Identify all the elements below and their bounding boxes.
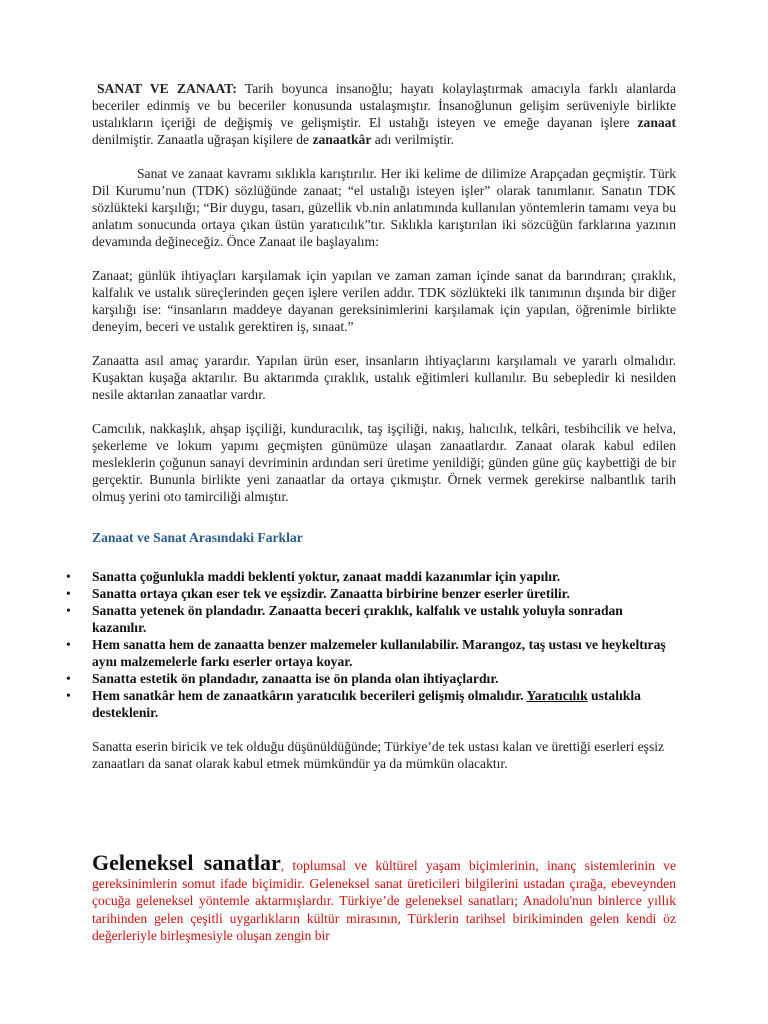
list-item [66,636,676,670]
list-item-text: Sanatta çoğunlukla maddi beklenti yoktur, zanaat maddi kazanımlar için yapılır. [92,569,561,584]
bullet-marker: • [66,569,71,584]
intro-lead: SANAT VE ZANAAT: [97,81,237,96]
bullet-marker: • [66,637,71,652]
list-item [66,687,676,721]
bullet-marker: • [66,671,71,686]
differences-list [66,568,676,721]
paragraph-definitions: Sanat ve zanaat kavramı sıklıkla karıştırılır. Her iki kelime de dilimize Arapçadan geçmiştir. Türk Dil Kurumu’nun (TDK) sözlüğünde zanaat; “el ustalığı isteyen işler” olarak tanımlanır. Sanatın TDK sözlükteki karşılığı; “Bir duygu, tasarı, güzellik vb.nin anlatımında kullanılan yöntemlerin tamamı veya bu anlatım sonucunda ortaya çıkan üstün yaratıcılık”tır. Sıklıkla karıştırılan iki sözcüğün farklarına yazının devamında değineceğiz. Önce Zanaat ile başlayalım: [92,166,676,249]
intro-text-3: adı verilmiştir. [371,132,455,147]
paragraph-conclusion: Sanatta eserin biricik ve tek olduğu düşünüldüğünde; Türkiye’de tek ustası kalan ve ürettiği eserleri eşsiz zanaatları da sanat olarak kabul etmek mümkündür ya da mümkün olacaktır. [92,739,665,771]
paragraph-zanaat: Zanaat; günlük ihtiyaçları karşılamak için yapılan ve zaman zaman içinde sanat da barındıran; çıraklık, kalfalık ve ustalık süreçlerinden geçen işlere verilen addır. TDK sözlükteki ilk tanımının dışında bir diğer karşılığı ise: “insanların maddeye dayanan gereksinimlerini karşılamak için yapılan, öğrenimle birlikte deneyim, beceri ve ustalık gerektiren iş, sınaat.” [92,268,676,334]
list-item [66,602,676,636]
section-heading: Zanaat ve Sanat Arasındaki Farklar [92,530,303,545]
term-zanaatkar: zanaatkâr [312,132,372,147]
paragraph-purpose: Zanaatta asıl amaç yarardır. Yapılan ürün eser, insanların ihtiyaçlarını karşılamalı ve yararlı olmalıdır. Kuşaktan kuşağa aktarılır. Bu aktarımda çıraklık, ustalık eğitimleri kullanılır. Bu sebepledir ki nesilden nesile aktarılan zanaatlar vardır. [92,353,676,402]
paragraph-traditional-arts [92,852,676,945]
list-item [66,568,676,585]
bullet-marker: • [66,586,71,601]
traditional-arts-title: Geleneksel sanatlar [92,850,281,875]
intro-text-2: denilmiştir. Zanaatla uğraşan kişilere de [92,132,313,147]
list-item [66,585,676,602]
list-item [66,670,676,687]
underlined-word: Yaratıcılık [526,688,588,703]
list-item-text-end: ustalıkla desteklenir. [92,688,641,720]
list-item-text: Hem sanatta hem de zanaatta benzer malzemeler kullanılabilir. Marangoz, taş ustası ve heykeltıraş aynı malzemelerle farkı eserler ortaya koyar. [92,637,666,669]
paragraph-intro [92,80,676,148]
traditional-arts-text: , toplumsal ve kültürel yaşam biçimlerinin, inanç sistemlerinin ve gereksinimlerin somut ifade biçimidir. Geleneksel sanat üreticileri bilgilerini ustadan çırağa, ebeveynden çocuğa geleneksel yöntemle aktarmışlardır. Türkiye’de geleneksel sanatları; Anadolu'nun binlerce yıllık tarihinden gelen çeşitli uygarlıkların kültür mirasının, Türklerin tarihsel birikiminden gelen kendi öz değerleriyle birleşmesiyle oluşan zengin bir [92,858,676,943]
term-zanaat: zanaat [637,115,676,130]
paragraph-examples: Camcılık, nakkaşlık, ahşap işçiliği, kunduracılık, taş işçiliği, nakış, halıcılık, telkâri, tesbihcilik ve helva, şekerleme ve lokum yapımı geçmişten günümüze ulaşan zanaatlardır. Zanaat olarak kabul edilen mesleklerin çoğunun sanayi devriminin ardından seri üretime yenildiği; günden güne güç kaybettiği de bir gerçektir. Bununla birlikte yeni zanaatlar da ortaya çıkmıştır. Örnek vermek gerekirse nalbantlık tarih olmuş yerini oto tamirciliği almıştır. [92,421,676,504]
list-item-text: Sanatta ortaya çıkan eser tek ve eşsizdir. Zanaatta birbirine benzer eserler üretilir. [92,586,570,601]
document-body [66,80,676,945]
list-item-text: Sanatta yetenek ön plandadır. Zanaatta beceri çıraklık, kalfalık ve ustalık yoluyla sonradan kazanılır. [92,603,623,635]
list-item-text: Sanatta estetik ön plandadır, zanaatta ise ön planda olan ihtiyaçlardır. [92,671,499,686]
intro-text-1: Tarih boyunca insanoğlu; hayatı kolaylaştırmak amacıyla farklı alanlarda beceriler edinmiş ve bu beceriler konusunda ustalaşmıştır. İnsanoğlunun gelişim serüveniyle birlikte ustalıkların içeriği de değişmiş ve gelişmiştir. El ustalığı isteyen ve emeğe dayanan işlere [92,81,676,130]
bullet-marker: • [66,688,71,703]
bullet-marker: • [66,603,71,618]
list-item-text: Hem sanatkâr hem de zanaatkârın yaratıcılık becerileri gelişmiş olmalıdır. [92,688,527,703]
